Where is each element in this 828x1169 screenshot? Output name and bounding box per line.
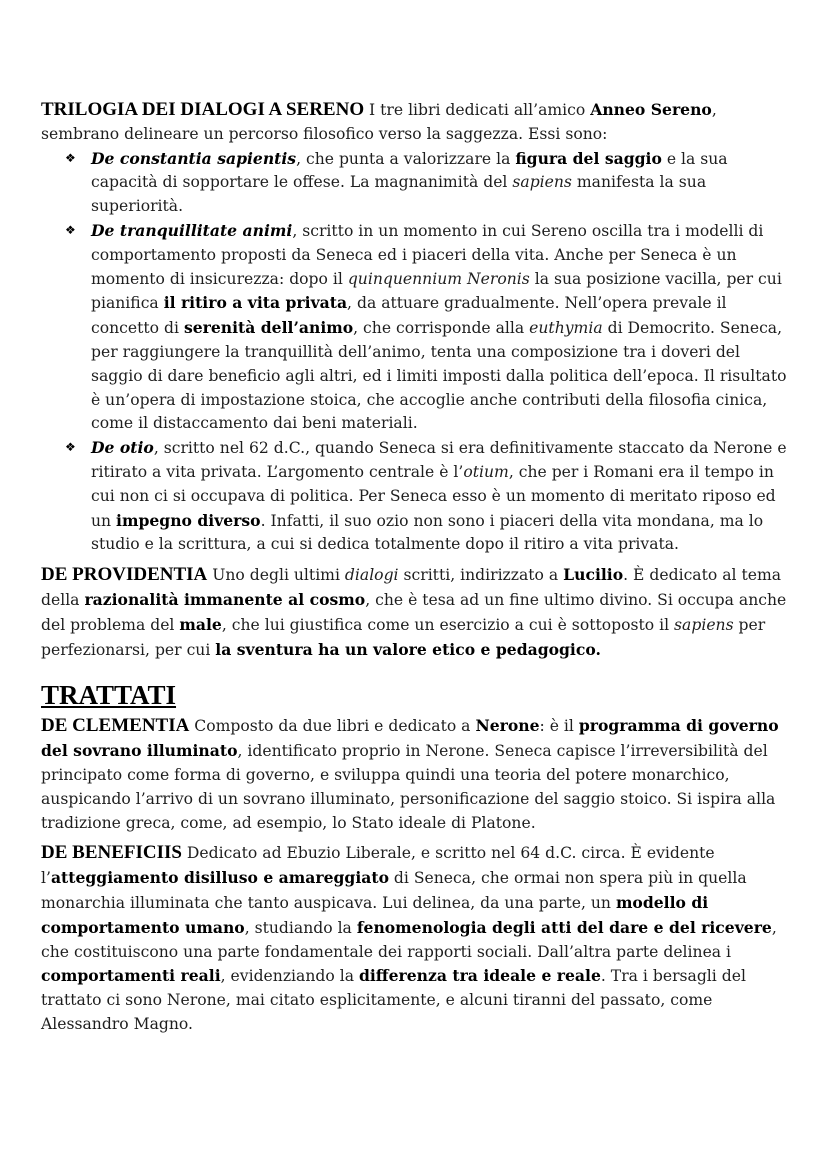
trilogia-heading: TRILOGIA DEI DIALOGI A SERENO [41, 99, 365, 120]
providentia-paragraph: DE PROVIDENTIA Uno degli ultimi dialogi scritti, indirizzato a Lucilio. È dedicato al tema della razionalità immanente al cosmo, che è tesa ad un fine ultimo divino. Si occupa anche del problema del male, che lui giustifica come un esercizio a cui è sottoposto il sapiens per perfezionarsi, per cui la sventura ha un valore etico e pedagogico. [41, 564, 787, 659]
clementia-paragraph: DE CLEMENTIA Composto da due libri e dedicato a Nerone: è il programma di governo del sovrano illuminato, identificato proprio in Nerone. Seneca capisce l’irreversibilità del principato come forma di governo, e sviluppa quindi una teoria del potere monarchico, auspicando l’arrivo di un sovrano illuminato, personificazione del saggio stoico. Si ispira alla tradizione greca, come, ad esempio, lo Stato ideale di Platone. [41, 715, 779, 832]
beneficiis-paragraph: DE BENEFICIIS Dedicato ad Ebuzio Liberale, e scritto nel 64 d.C. circa. È evidente l’atteggiamento disilluso e amareggiato di Seneca, che ormai non spera più in quella monarchia illuminata che tanto auspicava. Lui delinea, da una parte, un modello di comportamento umano, studiando la fenomenologia degli atti del dare e del ricevere, che costituiscono una parte fondamentale dei rapporti sociali. Dall’altra parte delinea i comportamenti reali, evidenziando la differenza tra ideale e reale. Tra i bersagli del trattato ci sono Nerone, mai citato esplicitamente, e alcuni tiranni del passato, come Alessandro Magno. [41, 842, 777, 1033]
clementia-heading: DE CLEMENTIA [41, 715, 190, 737]
diamond-bullet-icon: ❖ [65, 440, 76, 455]
dialogi-list [41, 147, 793, 558]
trilogia-paragraph: TRILOGIA DEI DIALOGI A SERENO I tre libri dedicati all’amico Anneo Sereno, sembrano delineare un percorso filosofico verso la saggezza. Essi sono: [41, 99, 717, 143]
list-item-tranquillitate: ❖ De tranquillitate animi, scritto in un momento in cui Sereno oscilla tra i modelli di comportamento proposti da Seneca ed i piaceri della vita. Anche per Seneca è un momento di insicurezza: dopo il quinquennium Neronis la sua posizione vacilla, per cui pianifica il ritiro a vita privata, da attuare gradualmente. Nell’opera prevale il concetto di serenità dell’animo, che corrisponde alla euthymia di Democrito. Seneca, per raggiungere la tranquillità dell’animo, tenta una composizione tra i doveri del saggio di dare beneficio agli altri, ed i limiti imposti dalla politica dell’epoca. Il risultato è un’opera di impostazione stoica, che accoglie anche contributi della filosofia cinica, come il distaccamento dai beni materiali. [65, 220, 787, 433]
list-item-constantia: ❖ De constantia sapientis, che punta a valorizzare la figura del saggio e la sua capacità di sopportare le offese. La magnanimità del sapiens manifesta la sua superiorità. [65, 148, 728, 216]
diamond-bullet-icon: ❖ [65, 150, 76, 165]
section-title-trattati: TRATTATI [41, 680, 177, 711]
beneficiis-heading: DE BENEFICIIS [41, 842, 182, 864]
providentia-heading: DE PROVIDENTIA [41, 564, 208, 586]
document-page [41, 98, 793, 1037]
list-item-otio: ❖ De otio, scritto nel 62 d.C., quando Seneca si era definitivamente staccato da Nerone e ritirato a vita privata. L’argomento centrale è l’otium, che per i Romani era il tempo in cui non ci si occupava di politica. Per Seneca esso è un momento di meritato riposo ed un impegno diverso. Infatti, il suo ozio non sono i piaceri della vita mondana, ma lo studio e la scrittura, a cui si dedica totalmente dopo il ritiro a vita privata. [65, 438, 787, 554]
diamond-bullet-icon: ❖ [65, 222, 76, 237]
